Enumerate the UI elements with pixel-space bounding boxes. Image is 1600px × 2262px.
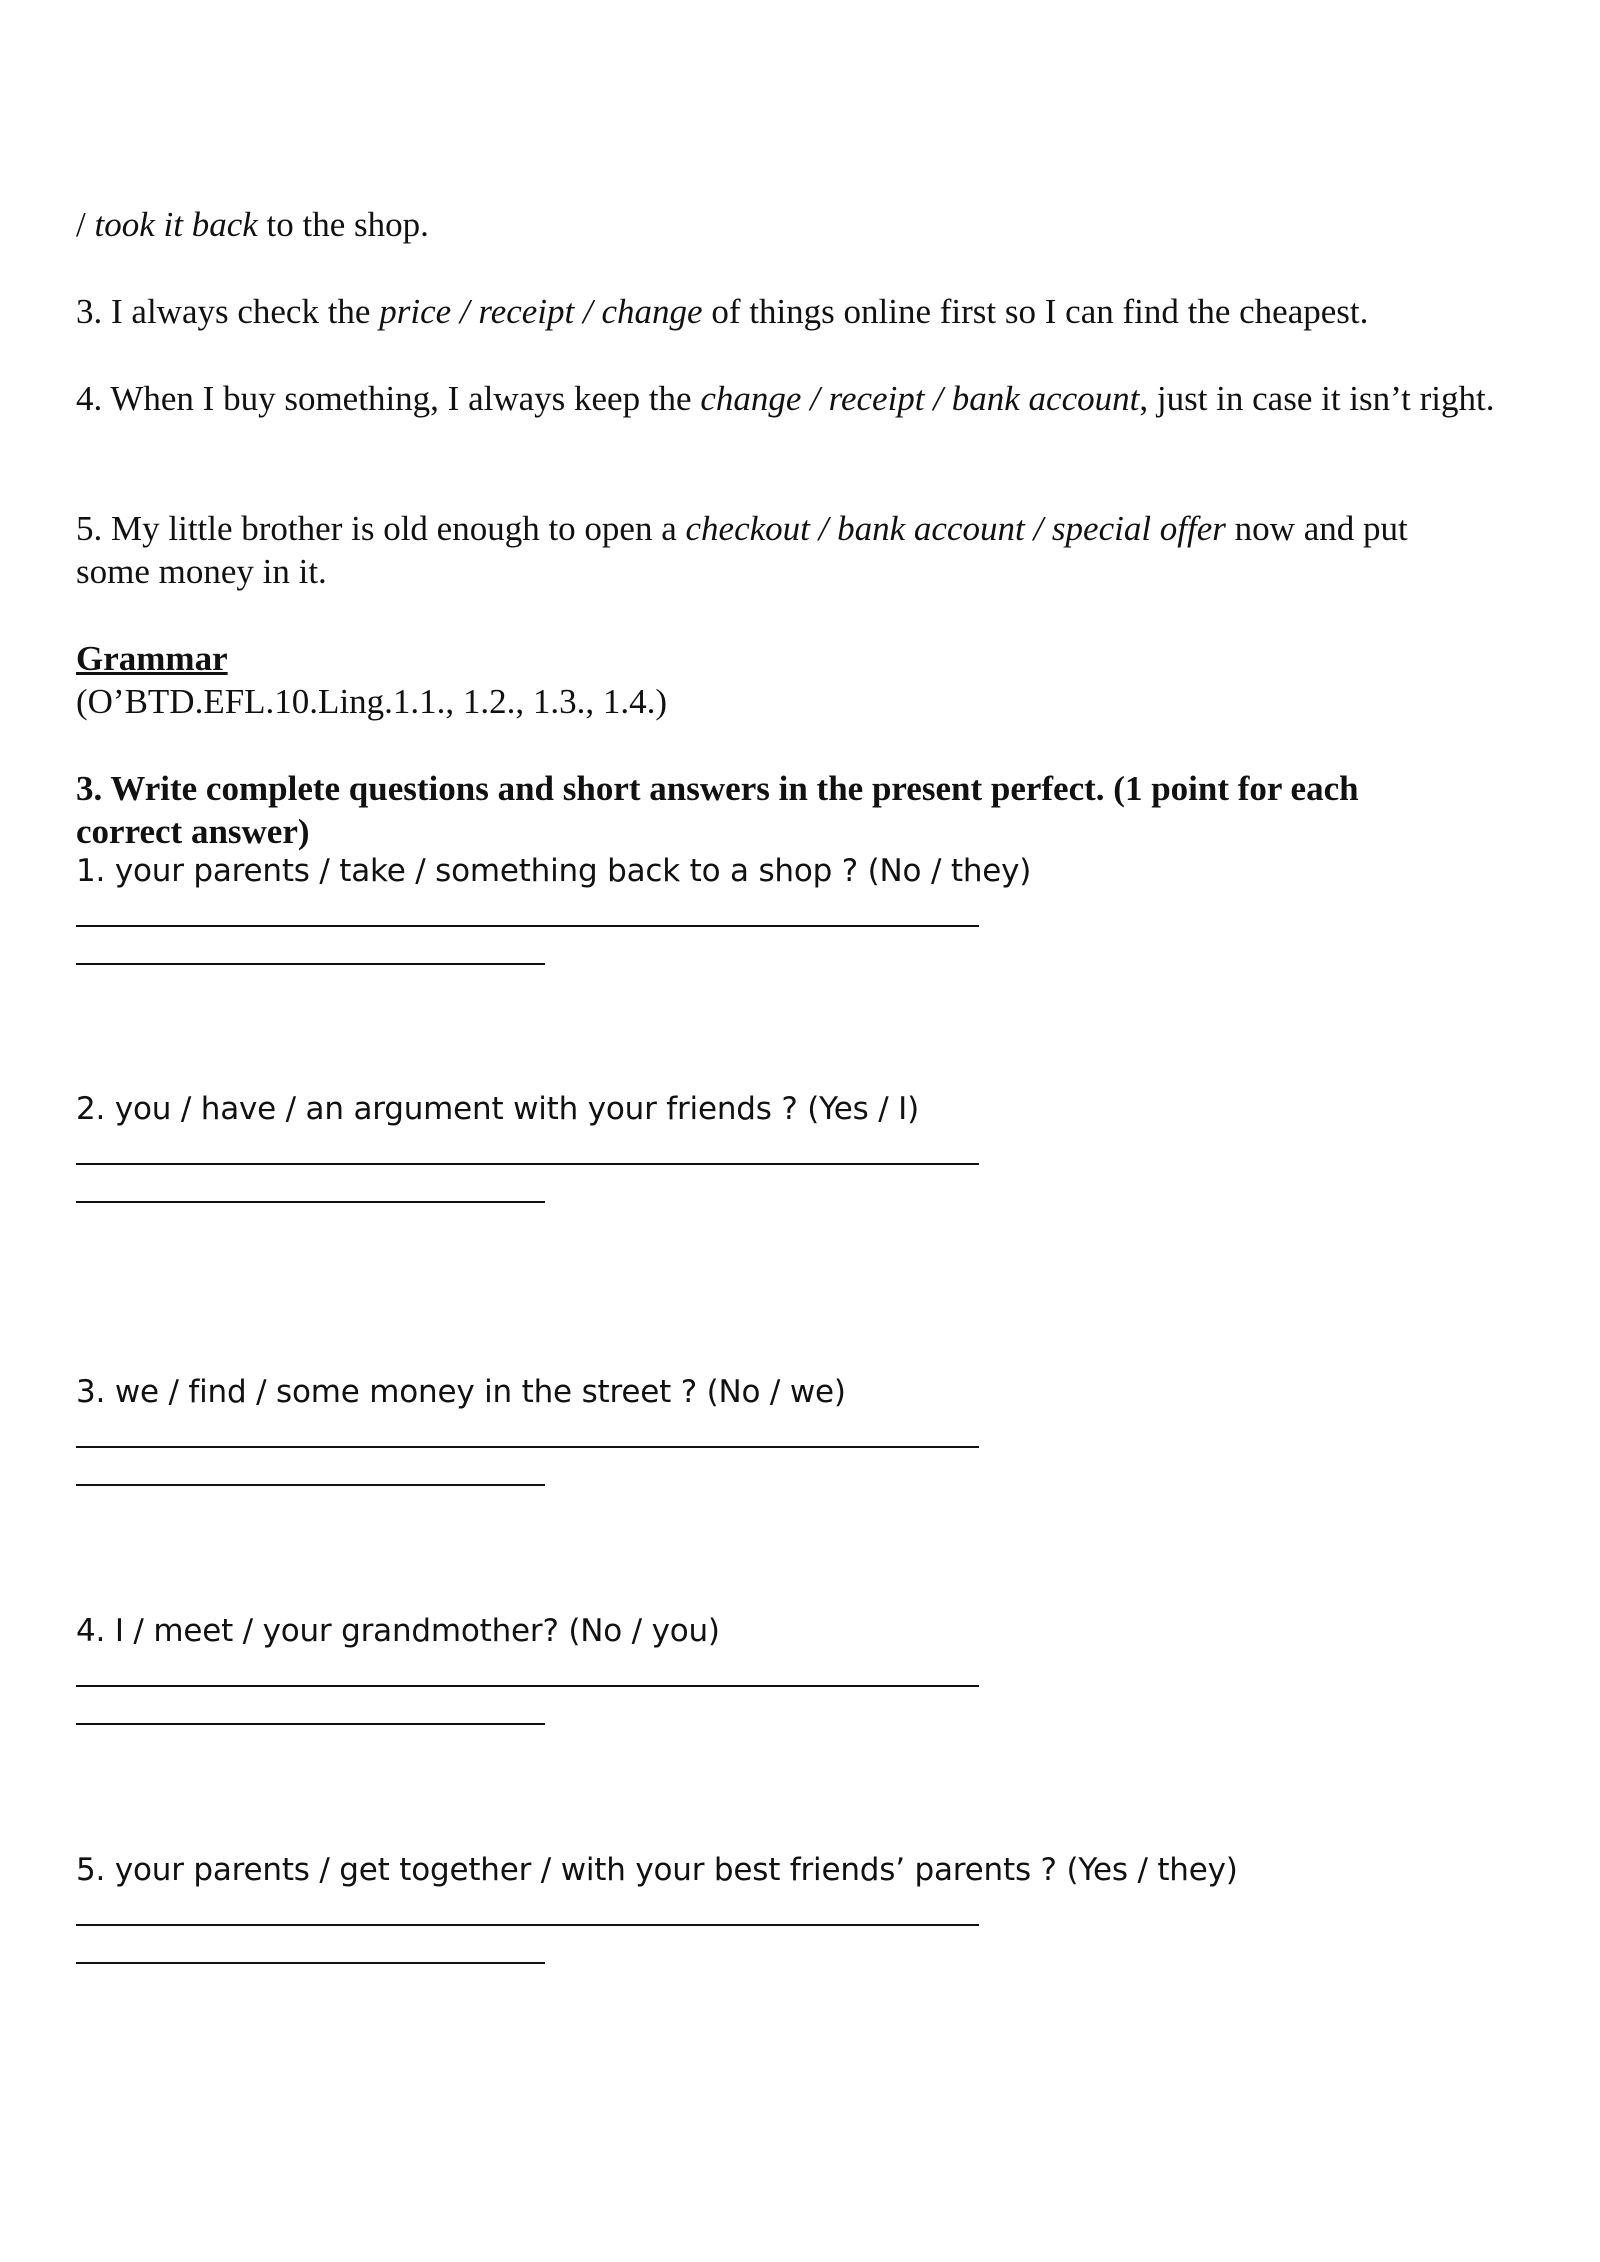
answer-line-question[interactable] <box>76 1163 979 1165</box>
answer-line-question[interactable] <box>76 1685 979 1687</box>
vocab-option: change <box>700 379 802 418</box>
answer-line-short-answer[interactable] <box>76 963 545 965</box>
answer-line-question[interactable] <box>76 1924 979 1926</box>
question-prompt-4: 4. I / meet / your grandmother? (No / you) <box>76 1613 720 1649</box>
vocab-item-lead: 3. I always check the <box>76 292 380 331</box>
grammar-code: (O’BTD.EFL.10.Ling.1.1., 1.2., 1.3., 1.4.) <box>76 682 668 721</box>
answer-line-short-answer[interactable] <box>76 1962 545 1964</box>
vocab-item-rest: , just in case it isn’t right. <box>1139 379 1495 418</box>
vocab-option: special offer <box>1051 509 1226 548</box>
vocab-option: price <box>379 292 452 331</box>
vocab-option: receipt <box>478 292 575 331</box>
answer-line-short-answer[interactable] <box>76 1201 545 1203</box>
question-prompt-2: 2. you / have / an argument with your friends ? (Yes / I) <box>76 1091 919 1127</box>
exercise-3-instruction: 3. Write complete questions and short answers in the present perfect. (1 point for each correct answer) <box>76 769 1359 851</box>
vocab-item-lead: 5. My little brother is old enough to open a <box>76 509 686 548</box>
vocab-item-lead: 4. When I buy something, I always keep the <box>76 379 701 418</box>
vocab-item-rest: of things online first so I can find the cheapest. <box>702 292 1369 331</box>
answer-line-short-answer[interactable] <box>76 1484 545 1486</box>
vocab-option: checkout <box>685 509 810 548</box>
grammar-heading: Grammar <box>76 639 228 678</box>
vocab-item-2-tail <box>76 203 429 246</box>
vocab-item-4: 4. When I buy something, I always keep the change / receipt / bank account, just in case it isn’t right. <box>76 379 1495 418</box>
vocab-item-2-lead: / <box>76 205 95 244</box>
answer-line-question[interactable] <box>76 1446 979 1448</box>
vocab-item-3: 3. I always check the price / receipt / change of things online first so I can find the cheapest. <box>76 292 1369 331</box>
question-prompt-5: 5. your parents / get together / with your best friends’ parents ? (Yes / they) <box>76 1852 1238 1888</box>
question-prompt-1: 1. your parents / take / something back to a shop ? (No / they) <box>76 853 1032 889</box>
answer-line-short-answer[interactable] <box>76 1723 545 1725</box>
vocab-option: bank account <box>951 379 1140 418</box>
vocab-item-2-rest: to the shop. <box>257 205 429 244</box>
question-prompt-3: 3. we / find / some money in the street ? (No / we) <box>76 1374 846 1410</box>
vocab-option: took it back <box>94 205 258 244</box>
vocab-item-rest: now and put some money in it. <box>76 509 1408 591</box>
vocab-item-5: 5. My little brother is old enough to open a checkout / bank account / special offer now and put some money in it. <box>76 509 1408 591</box>
vocab-option: change <box>601 292 703 331</box>
vocab-option: bank account <box>837 509 1025 548</box>
vocab-option: receipt <box>828 379 925 418</box>
answer-line-question[interactable] <box>76 925 979 927</box>
